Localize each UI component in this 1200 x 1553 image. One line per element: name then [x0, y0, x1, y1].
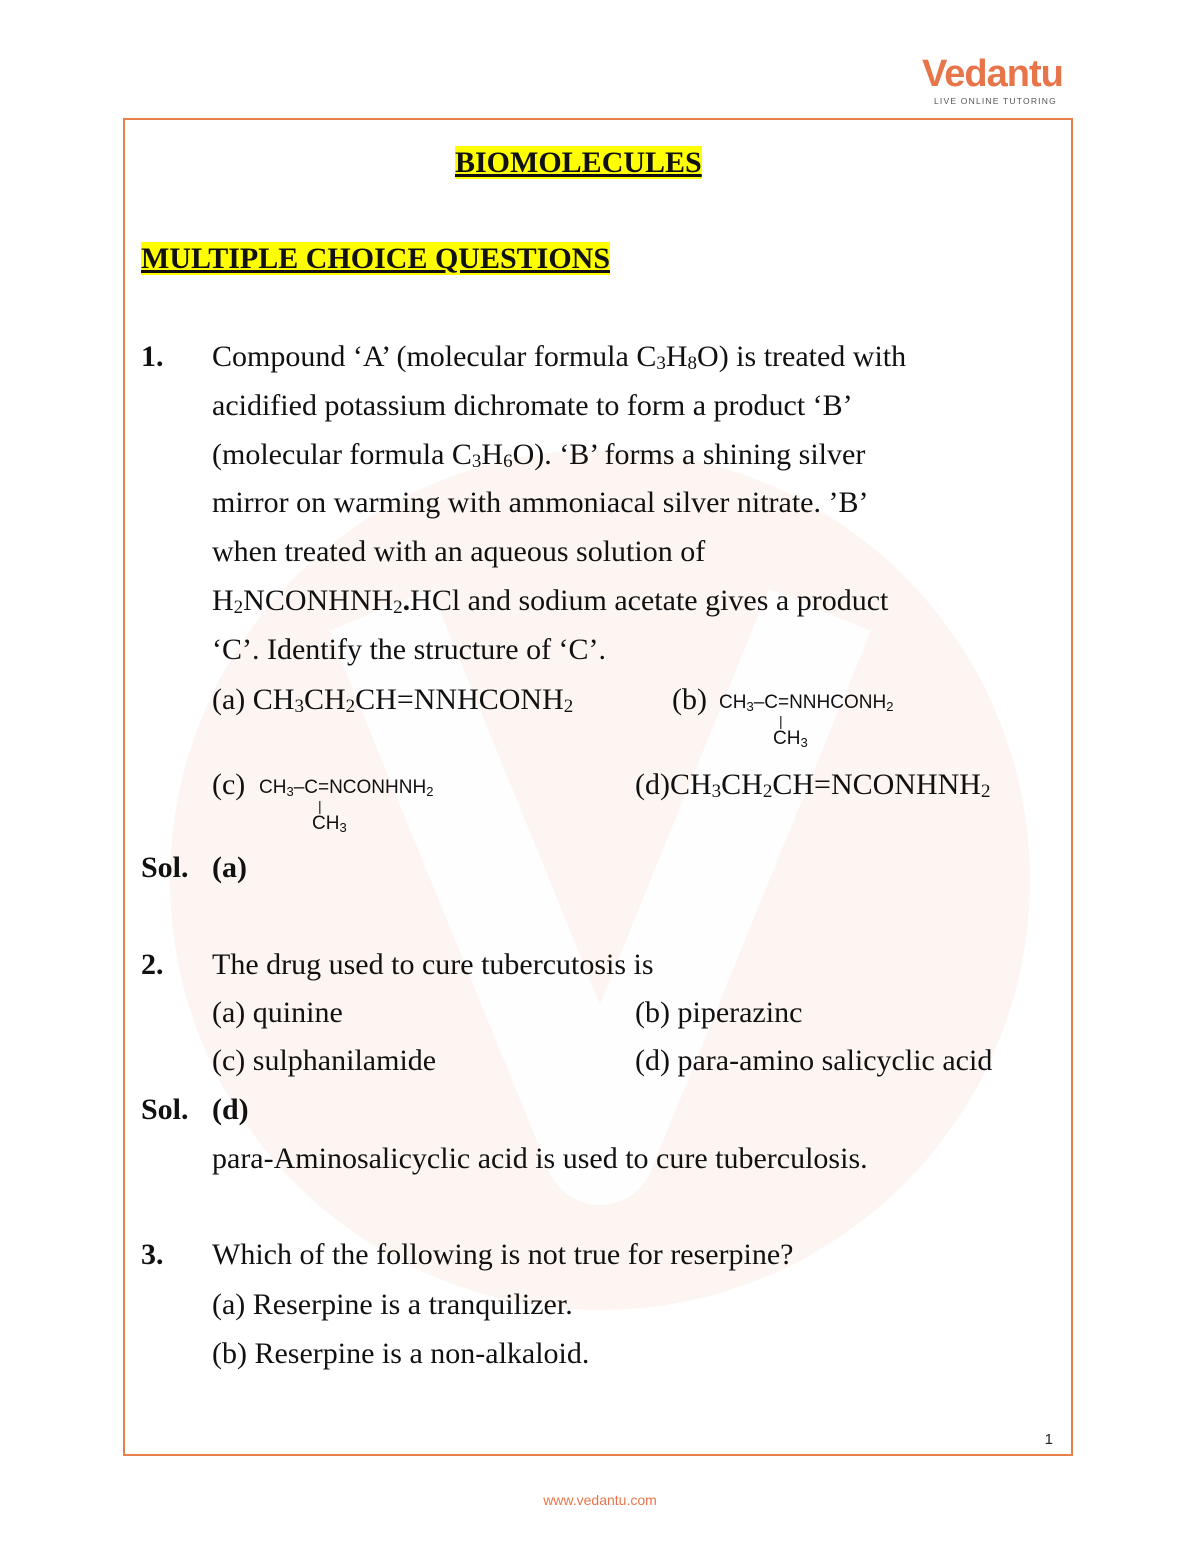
question-1-line-4: mirror on warming with ammoniacal silver nitrate. ’B’ [212, 486, 869, 519]
question-1-line-7: ‘C’. Identify the structure of ‘C’. [212, 633, 607, 666]
question-1-option-d: $(d)CH_3CH_2CH=NCONHNH_2$ [635, 768, 991, 802]
question-1-option-c-bond: | [318, 798, 322, 814]
solution-2-label: Sol. [141, 1093, 189, 1126]
section-heading: MULTIPLE CHOICE QUESTIONS [141, 242, 611, 275]
question-3-option-a: (a) Reserpine is a tranquilizer. [212, 1288, 573, 1321]
question-1-option-b-formula: $CH_3-C=NNHCONH_2$ [719, 692, 894, 714]
question-2-text: The drug used to cure tubercutosis is [212, 948, 654, 981]
question-1-line-6: $H_2NCONHNH_2.HCl$ and sodium acetate gives a product [212, 584, 889, 618]
solution-1-answer: (a) [212, 851, 247, 884]
question-1-line-2: acidified potassium dichromate to form a product ‘B’ [212, 389, 853, 422]
question-1-option-c-methyl: $CH_3$ [312, 813, 347, 835]
question-1-option-b-methyl: $CH_3$ [773, 728, 808, 750]
logo-wordmark: Vedantu [922, 53, 1063, 95]
question-1-line-3: (molecular formula $C_3H_6O$). ‘B’ forms a shining silver [212, 438, 866, 472]
question-1-option-b-bond: | [779, 713, 783, 729]
question-2-number: 2. [141, 948, 164, 981]
question-2-option-a: (a) quinine [212, 996, 343, 1029]
question-1-number: 1. [141, 340, 164, 373]
question-3-option-b: (b) Reserpine is a non-alkaloid. [212, 1337, 590, 1370]
question-1-option-c-label: (c) [212, 768, 246, 801]
question-1-option-a: (a) $CH_3CH_2CH=NNHCONH_2$ [212, 683, 574, 717]
vedantu-logo [922, 52, 1067, 108]
page-number: 1 [1044, 1431, 1053, 1448]
question-1-option-b-label: (b) [672, 683, 707, 716]
question-2-option-d: (d) para-amino salicyclic acid [635, 1044, 993, 1077]
question-1-option-c-formula: $CH_3-C=NCONHNH_2$ [259, 777, 434, 799]
question-2-option-c: (c) sulphanilamide [212, 1044, 437, 1077]
solution-2-answer: (d) [212, 1093, 249, 1126]
question-3-number: 3. [141, 1238, 164, 1271]
logo-tagline: LIVE ONLINE TUTORING [934, 96, 1057, 106]
solution-2-explanation: para-Aminosalicyclic acid is used to cure tuberculosis. [212, 1142, 868, 1175]
question-1-line-5: when treated with an aqueous solution of [212, 535, 706, 568]
page-title: BIOMOLECULES [455, 146, 702, 179]
solution-1-label: Sol. [141, 851, 189, 884]
question-1-line-1: Compound ‘A’ (molecular formula $C_3H_8O$) is treated with [212, 340, 907, 374]
question-2-option-b: (b) piperazinc [635, 996, 803, 1029]
question-3-text: Which of the following is not true for reserpine? [212, 1238, 794, 1271]
footer-website-link[interactable]: www.vedantu.com [543, 1492, 657, 1508]
